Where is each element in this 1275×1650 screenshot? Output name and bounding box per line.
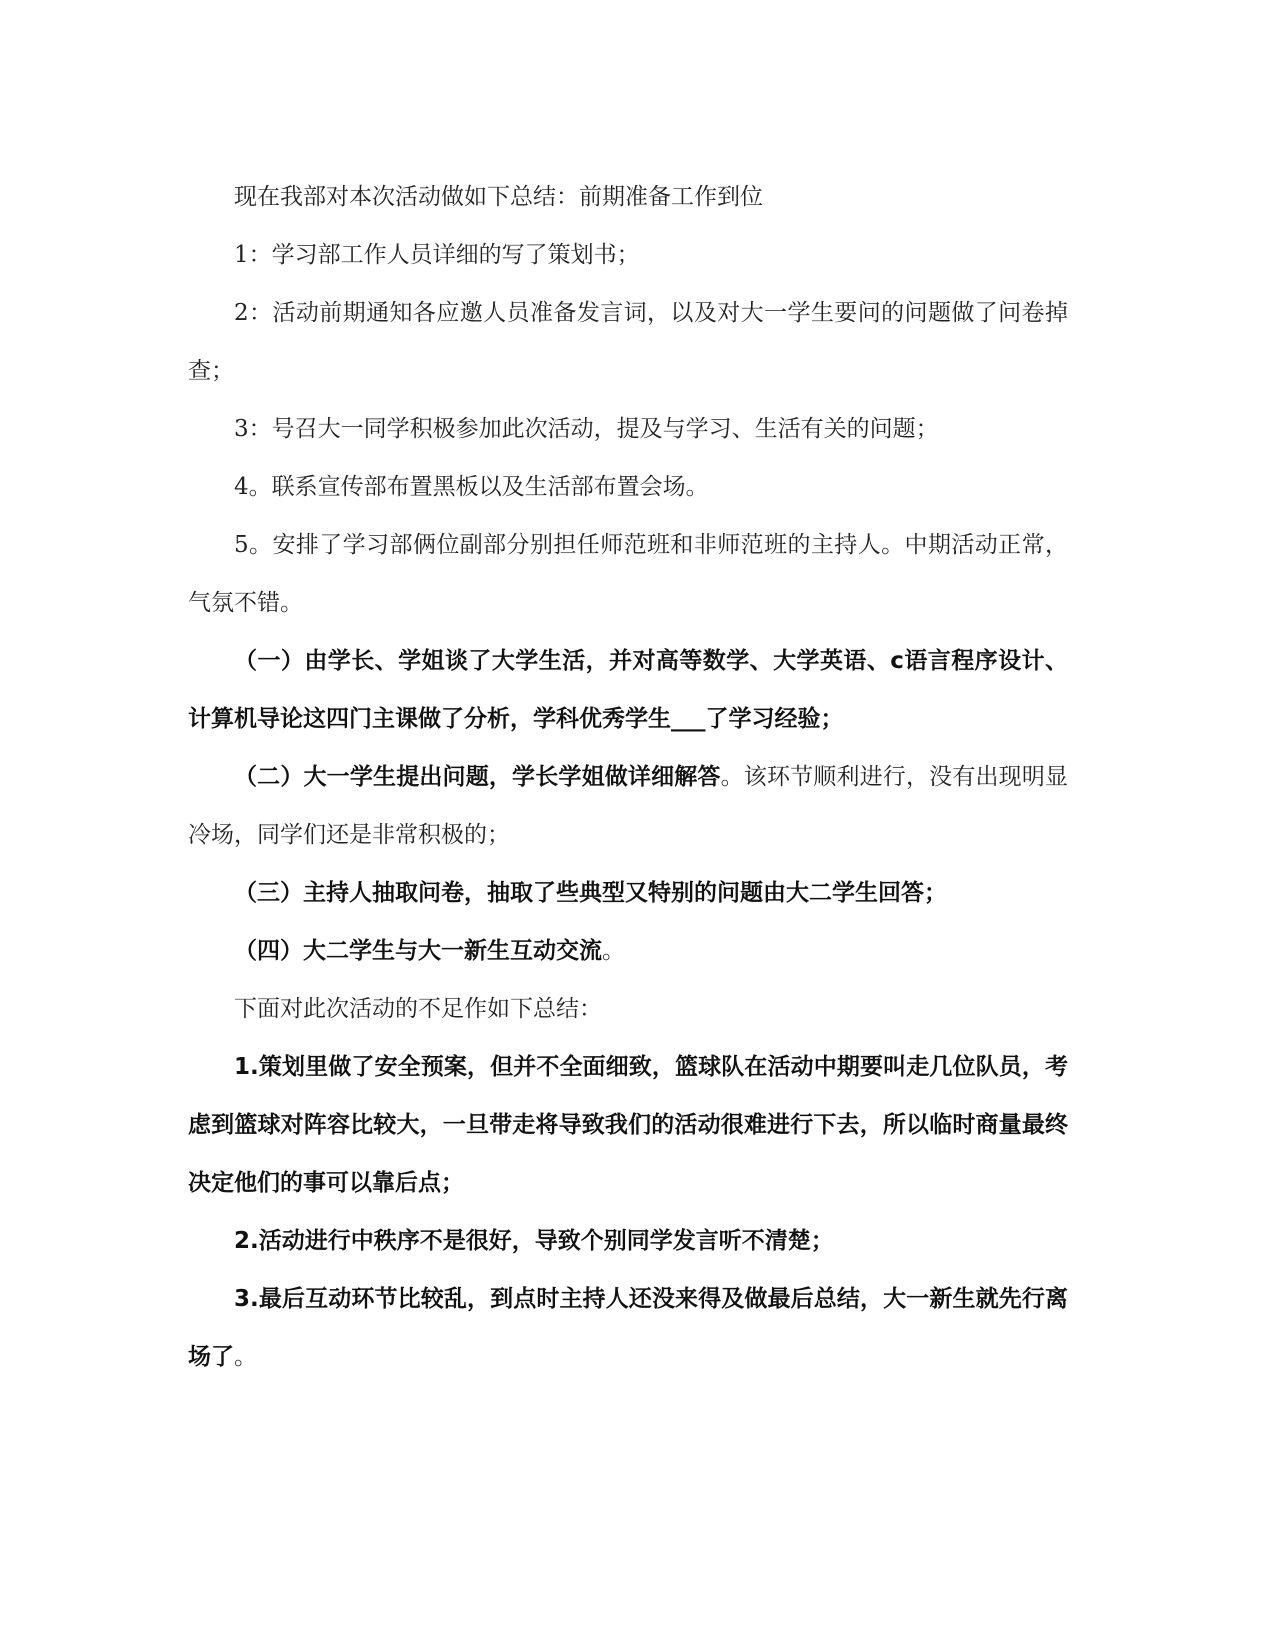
paragraph-text: （一）由学长、学姐谈了大学生活，并对高等数学、大学英语、c语言程序设计、计算机导论这四门主课做了分析，学科优秀学生___了学习经验； bbox=[188, 648, 1068, 732]
paragraph-text: 1.策划里做了安全预案，但并不全面细致，篮球队在活动中期要叫走几位队员，考虑到篮球对阵容比较大，一旦带走将导致我们的活动很难进行下去，所以临时商量最终决定他们的事可以靠后点； bbox=[188, 1054, 1068, 1196]
paragraph-shortcomings-intro bbox=[188, 980, 1068, 1038]
paragraph-text: 1：学习部工作人员详细的写了策划书； bbox=[234, 242, 640, 268]
paragraph-shortcoming-2 bbox=[188, 1212, 1068, 1270]
paragraph-prep-item-2 bbox=[188, 284, 1068, 400]
paragraph-summary-intro bbox=[188, 168, 1068, 226]
paragraph-text: 现在我部对本次活动做如下总结：前期准备工作到位 bbox=[234, 184, 763, 210]
paragraph-bold-text: 3.最后互动环节比较乱，到点时主持人还没来得及做最后总结，大一新生就先行离场了 bbox=[188, 1286, 1068, 1370]
paragraph-prep-item-5 bbox=[188, 516, 1068, 632]
paragraph-text: 。该环节顺利进行，没有出现明显冷场，同学们还是非常积极的； bbox=[188, 764, 1069, 848]
paragraph-text: 2：活动前期通知各应邀人员准备发言词，以及对大一学生要问的问题做了问卷掉查； bbox=[188, 300, 1068, 384]
paragraph-prep-item-3 bbox=[188, 400, 1068, 458]
paragraph-text: 。 bbox=[234, 1344, 257, 1370]
paragraph-stage-3 bbox=[188, 864, 1068, 922]
paragraph-stage-4 bbox=[188, 922, 1068, 980]
paragraph-text: 。 bbox=[602, 938, 625, 964]
paragraph-prep-item-1 bbox=[188, 226, 1068, 284]
paragraph-shortcoming-3 bbox=[188, 1270, 1068, 1386]
paragraph-text: 下面对此次活动的不足作如下总结： bbox=[234, 996, 602, 1022]
paragraph-prep-item-4 bbox=[188, 458, 1068, 516]
paragraph-text: 3：号召大一同学积极参加此次活动，提及与学习、生活有关的问题； bbox=[234, 416, 939, 442]
paragraph-bold-text: （二）大一学生提出问题，学长学姐做详细解答 bbox=[234, 764, 721, 790]
paragraph-text: 2.活动进行中秩序不是很好，导致个别同学发言听不清楚； bbox=[234, 1228, 834, 1254]
document-body bbox=[188, 168, 1068, 1386]
paragraph-shortcoming-1 bbox=[188, 1038, 1068, 1212]
paragraph-text: （三）主持人抽取问卷，抽取了些典型又特别的问题由大二学生回答； bbox=[234, 880, 947, 906]
paragraph-text: 5。安排了学习部俩位副部分别担任师范班和非师范班的主持人。中期活动正常，气氛不错。 bbox=[188, 532, 1068, 616]
paragraph-bold-text: （四）大二学生与大一新生互动交流 bbox=[234, 938, 602, 964]
paragraph-stage-2 bbox=[188, 748, 1068, 864]
paragraph-stage-1 bbox=[188, 632, 1068, 748]
paragraph-text: 4。联系宣传部布置黑板以及生活部布置会场。 bbox=[234, 474, 709, 500]
